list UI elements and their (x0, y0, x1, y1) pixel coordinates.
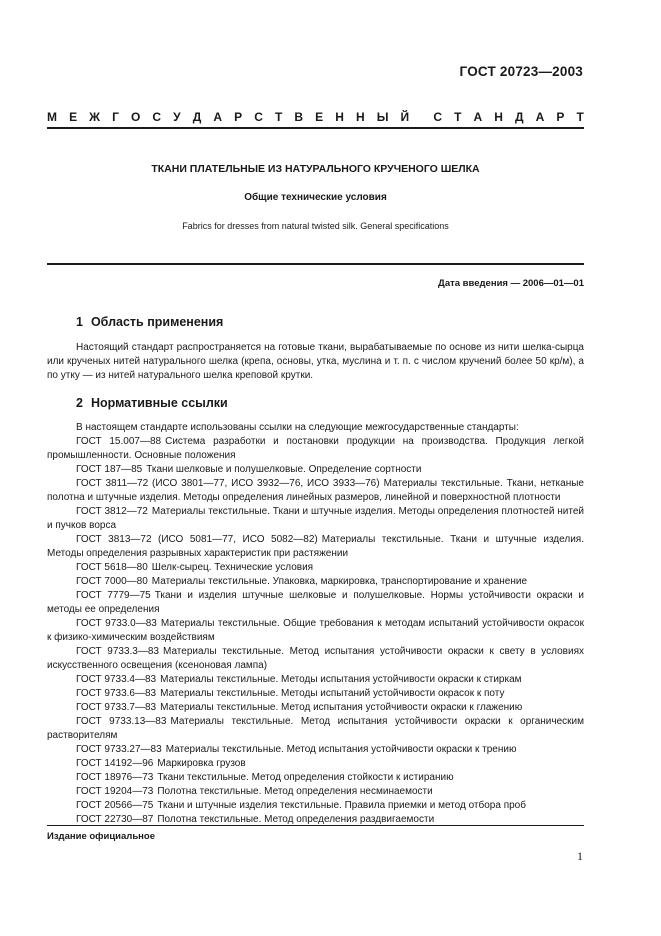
standard-type-letter: Т (274, 110, 283, 124)
section-1-heading (76, 315, 223, 329)
section-2-heading (76, 396, 228, 410)
references-list (47, 421, 584, 827)
section-2-title: Нормативные ссылки (90, 396, 228, 410)
top-rule (47, 127, 584, 129)
reference-title: Маркировка грузов (157, 758, 246, 769)
reference-code: ГОСТ 9733.4—83 (76, 674, 157, 685)
reference-code: ГОСТ 9733.7—83 (76, 702, 157, 713)
reference-title: Материалы текстильные. Метод испытания устойчивости окраски к трению (165, 744, 517, 755)
reference-item (47, 533, 584, 561)
standard-type-letter: В (294, 110, 304, 124)
english-title: Fabrics for dresses from natural twisted silk. General specifications (182, 221, 449, 231)
document-subtitle: Общие технические условия (244, 192, 387, 203)
standard-type-letter: Д (515, 110, 524, 124)
section-2-number: 2 (76, 396, 83, 410)
page-number: 1 (577, 849, 583, 863)
reference-title: Материалы текстильные. Методы испытаний устойчивости окрасок к поту (160, 688, 505, 699)
reference-item (47, 477, 584, 505)
edition-label: Издание официальное (47, 831, 155, 842)
reference-code: ГОСТ 3813—72 (ИСО 5081—77, ИСО 5082—82) (76, 534, 318, 545)
reference-code: ГОСТ 5618—80 (76, 562, 148, 573)
scope-paragraph: Настоящий стандарт распространяется на готовые ткани, вырабатываемые по основе из нити шелка-сырца или крученых нитей натурального шелка (крепа, основы, утка, муслина и т. п. с числом кручений более 50 кр/м), а по утку — из нитей натурального шелка креповой крутки. (47, 342, 584, 381)
reference-item (47, 589, 584, 617)
section-1-title: Область применения (90, 315, 224, 329)
reference-title: Ткани и штучные изделия текстильные. Правила приемки и метод отбора проб (157, 800, 526, 811)
reference-item (47, 463, 584, 477)
reference-title: Полотна текстильные. Метод определения несминаемости (157, 786, 433, 797)
reference-code: ГОСТ 3812—72 (76, 506, 148, 517)
standard-type-letter: Н (335, 110, 344, 124)
reference-item (47, 673, 584, 687)
reference-item (47, 715, 584, 743)
reference-code: ГОСТ 9733.27—83 (76, 744, 162, 755)
reference-item (47, 575, 584, 589)
reference-title: Система разработки и постановки продукции на производства. Продукция легкой промышленности. Основные положения (47, 436, 584, 461)
reference-title: Ткани шелковые и полушелковые. Определение сортности (146, 464, 422, 475)
standard-type-letter: О (131, 110, 141, 124)
standard-type-letter: Р (556, 110, 565, 124)
reference-item (47, 645, 584, 673)
title-rule (47, 263, 584, 265)
reference-code: ГОСТ 19204—73 (76, 786, 154, 797)
reference-item (47, 743, 584, 757)
reference-title: Материалы текстильные. Ткани и штучные изделия. Методы определения плотностей нитей и пучков ворса (47, 506, 584, 531)
document-title: ТКАНИ ПЛАТЕЛЬНЫЕ ИЗ НАТУРАЛЬНОГО КРУЧЕНОГО ШЕЛКА (151, 163, 480, 175)
reference-title: Материалы текстильные. Ткани и штучные изделия. Методы определения разрывных характеристик при растяжении (47, 534, 584, 559)
introduction-date: Дата введения — 2006—01—01 (438, 278, 584, 289)
standard-type-letter: Й (400, 110, 410, 124)
reference-title: Материалы текстильные. Метод испытания устойчивости окраски к органическим растворителям (47, 716, 584, 741)
reference-code: ГОСТ 15.007—88 (76, 436, 162, 447)
reference-item (47, 701, 584, 715)
reference-code: ГОСТ 9733.0—83 (76, 618, 157, 629)
reference-title: Материалы текстильные. Ткани, нетканые полотна и штучные изделия. Методы определения линейных размеров, линейной и поверхностной плотности (47, 478, 584, 503)
reference-code: ГОСТ 3811—72 (ИСО 3801—77, ИСО 3932—76, ИСО 3933—76) (76, 478, 380, 489)
standard-type-letter: С (152, 110, 162, 124)
standard-type-letter: Т (576, 110, 584, 124)
reference-code: ГОСТ 187—85 (76, 464, 143, 475)
reference-item (47, 757, 584, 771)
standard-type-letter: Н (355, 110, 365, 124)
standard-type-letter: Г (112, 110, 119, 124)
footer-rule (47, 825, 584, 826)
standard-type-letter: Ы (376, 110, 389, 124)
section-1-number: 1 (76, 315, 83, 329)
reference-code: ГОСТ 20566—75 (76, 800, 154, 811)
standard-type-letter: Н (494, 110, 503, 124)
reference-item (47, 687, 584, 701)
reference-title: Материалы текстильные. Общие требования к методам испытаний устойчивости окрасок к физико-химическим воздействиям (47, 618, 584, 643)
standard-type-letter: Е (69, 110, 78, 124)
reference-title: Материалы текстильные. Метод испытания устойчивости окраски к свету в условиях искусственного освещения (ксеноновая лампа) (47, 646, 584, 671)
standard-type-letter: А (213, 110, 223, 124)
reference-code: ГОСТ 9733.6—83 (76, 688, 157, 699)
reference-item (47, 561, 584, 575)
reference-item (47, 771, 584, 785)
standard-type-letter: С (433, 110, 442, 124)
document-number: ГОСТ 20723—2003 (459, 64, 583, 79)
reference-title: Ткани и изделия штучные шелковые и полушелковые. Нормы устойчивости окраски и методы ее определения (47, 590, 584, 615)
reference-item (47, 505, 584, 533)
reference-item (47, 435, 584, 463)
reference-title: Ткани текстильные. Метод определения стойкости к истиранию (157, 772, 454, 783)
reference-code: ГОСТ 22730—87 (76, 814, 154, 825)
reference-code: ГОСТ 18976—73 (76, 772, 154, 783)
reference-item (47, 785, 584, 799)
reference-code: ГОСТ 9733.13—83 (76, 716, 167, 727)
references-intro: В настоящем стандарте использованы ссылки на следующие межгосударственные стандарты: (76, 422, 519, 433)
section-1-body (47, 341, 584, 383)
reference-code: ГОСТ 7000—80 (76, 576, 148, 587)
standard-type-letter: У (173, 110, 181, 124)
standard-type-letter: Ж (89, 110, 101, 124)
standard-type-heading (47, 110, 584, 124)
reference-title: Материалы текстильные. Метод испытания устойчивости окраски к глажению (160, 702, 523, 713)
standard-type-letter: А (535, 110, 545, 124)
standard-type-letter: Е (315, 110, 324, 124)
reference-code: ГОСТ 9733.3—83 (76, 646, 159, 657)
reference-code: ГОСТ 7779—75 (76, 590, 151, 601)
reference-title: Материалы текстильные. Упаковка, маркировка, транспортирование и хранение (151, 576, 528, 587)
standard-type-letter: Т (454, 110, 462, 124)
reference-item (47, 799, 584, 813)
reference-title: Материалы текстильные. Методы испытания устойчивости окраски к стиркам (160, 674, 522, 685)
standard-type-letter: Д (192, 110, 202, 124)
reference-item (47, 617, 584, 645)
reference-title: Полотна текстильные. Метод определения раздвигаемости (157, 814, 435, 825)
standard-type-letter: М (47, 110, 57, 124)
standard-type-letter: Р (234, 110, 243, 124)
standard-type-letter: С (254, 110, 263, 124)
reference-code: ГОСТ 14192—96 (76, 758, 154, 769)
reference-title: Шелк-сырец. Технические условия (151, 562, 314, 573)
standard-type-letter: А (473, 110, 483, 124)
